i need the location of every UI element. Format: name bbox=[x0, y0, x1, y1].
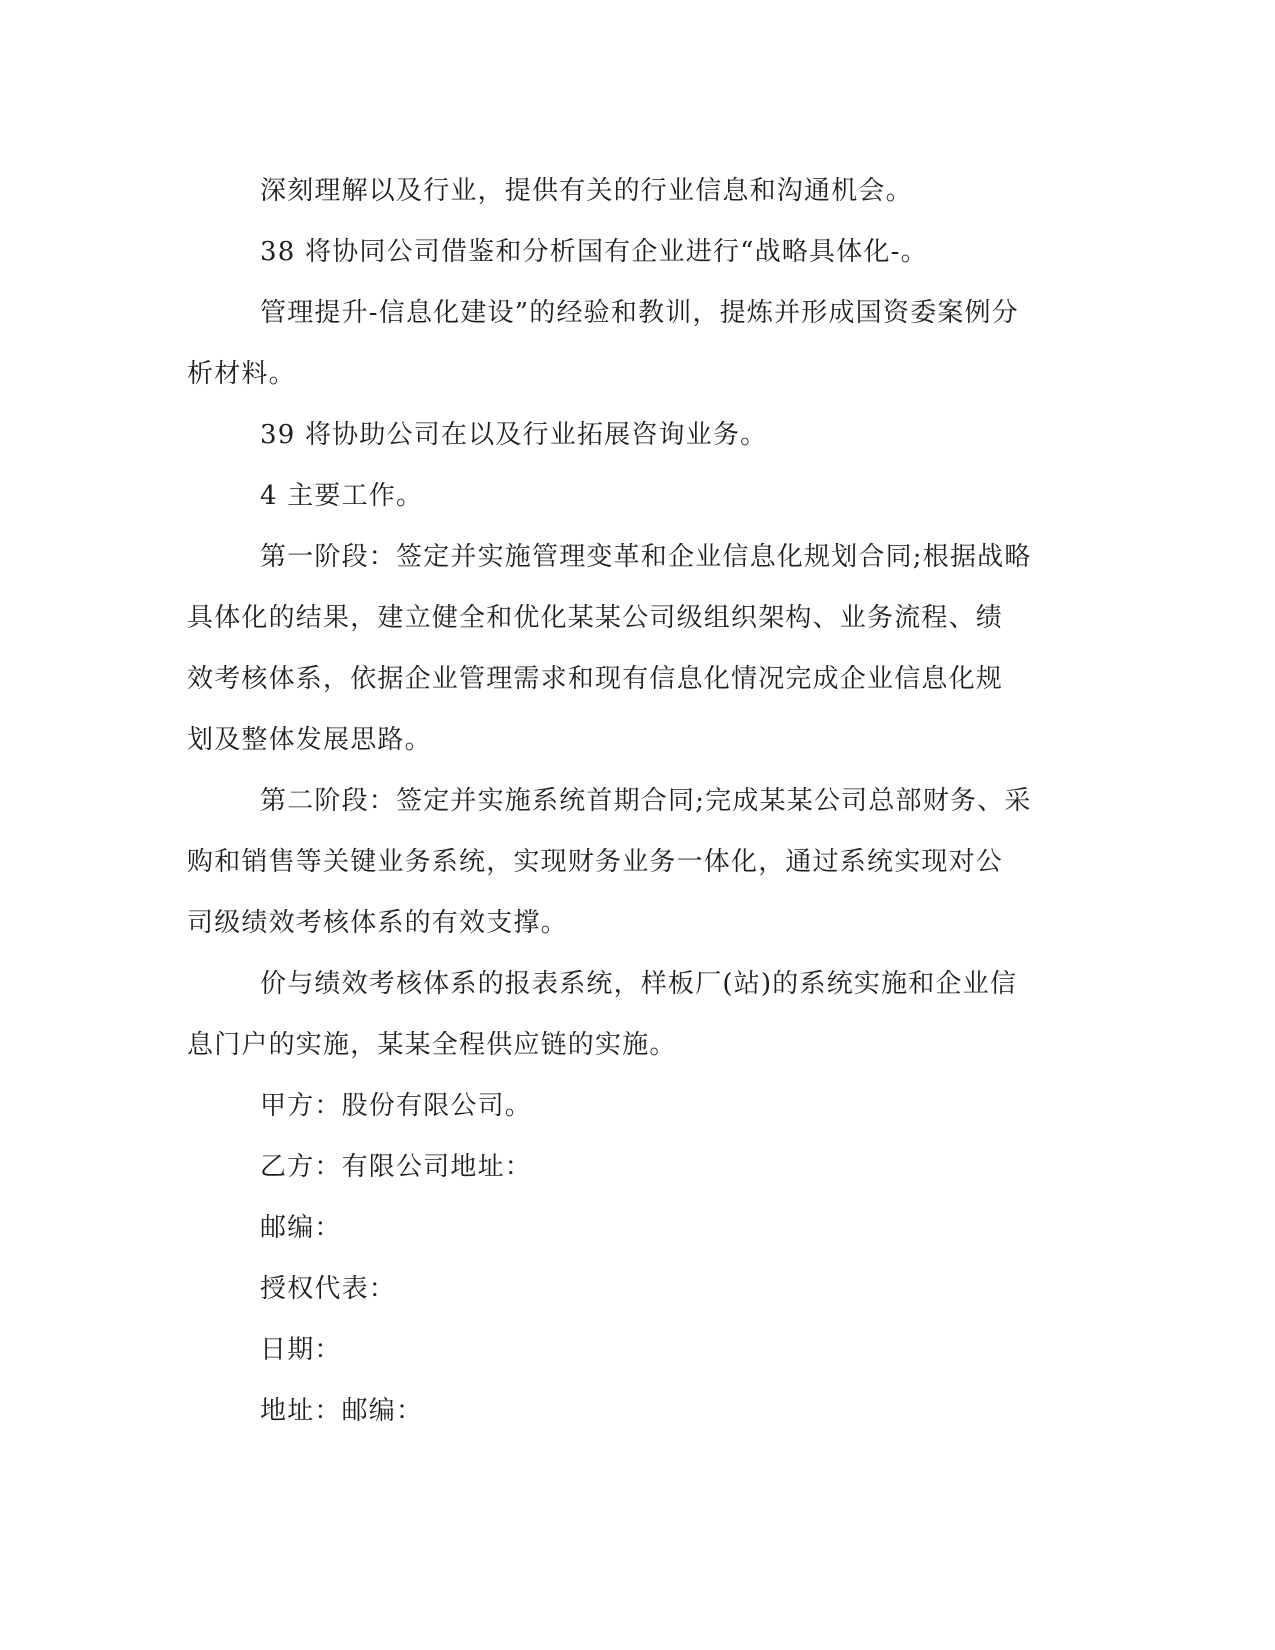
paragraph-line: 深刻理解以及行业，提供有关的行业信息和沟通机会。 bbox=[260, 176, 913, 206]
paragraph-line: 邮编： bbox=[260, 1213, 342, 1243]
paragraph-line: 乙方：有限公司地址： bbox=[260, 1152, 533, 1182]
paragraph-3 bbox=[187, 283, 1072, 405]
paragraph-line: 效考核体系，依据企业管理需求和现有信息化情况完成企业信息化规 bbox=[187, 664, 1004, 694]
document-body bbox=[187, 161, 1072, 1442]
paragraph-line: 购和销售等关键业务系统，实现财务业务一体化，通过系统实现对公 bbox=[187, 847, 1004, 877]
postcode-line bbox=[187, 1198, 1072, 1259]
paragraph-line: 第一阶段：签定并实施管理变革和企业信息化规划合同;根据战略 bbox=[260, 542, 1032, 572]
paragraph-line: 授权代表： bbox=[260, 1274, 397, 1304]
party-b-line bbox=[187, 1137, 1072, 1198]
authorized-representative-line bbox=[187, 1259, 1072, 1320]
party-a-line bbox=[187, 1076, 1072, 1137]
paragraph-line: 司级绩效考核体系的有效支撑。 bbox=[187, 908, 568, 938]
paragraph-6 bbox=[187, 527, 1072, 771]
paragraph-7 bbox=[187, 771, 1072, 954]
paragraph-1 bbox=[187, 161, 1072, 222]
paragraph-line: 日期： bbox=[260, 1335, 342, 1365]
paragraph-line: 第二阶段：签定并实施系统首期合同;完成某某公司总部财务、采 bbox=[260, 786, 1032, 816]
paragraph-line: 管理提升-信息化建设”的经验和教训，提炼并形成国资委案例分 bbox=[260, 298, 1019, 328]
paragraph-line: 38 将协同公司借鉴和分析国有企业进行“战略具体化-。 bbox=[260, 237, 928, 267]
paragraph-2 bbox=[187, 222, 1072, 283]
paragraph-line: 4 主要工作。 bbox=[260, 481, 424, 511]
address-postcode-line bbox=[187, 1381, 1072, 1442]
paragraph-line: 划及整体发展思路。 bbox=[187, 725, 432, 755]
paragraph-5 bbox=[187, 466, 1072, 527]
paragraph-8 bbox=[187, 954, 1072, 1076]
paragraph-4 bbox=[187, 405, 1072, 466]
paragraph-line: 息门户的实施，某某全程供应链的实施。 bbox=[187, 1030, 677, 1060]
date-line bbox=[187, 1320, 1072, 1381]
paragraph-line: 地址：邮编： bbox=[260, 1396, 424, 1426]
paragraph-line: 甲方：股份有限公司。 bbox=[260, 1091, 533, 1121]
paragraph-line: 价与绩效考核体系的报表系统，样板厂(站)的系统实施和企业信 bbox=[260, 969, 1018, 999]
paragraph-line: 具体化的结果，建立健全和优化某某公司级组织架构、业务流程、绩 bbox=[187, 603, 1004, 633]
paragraph-line: 析材料。 bbox=[187, 359, 296, 389]
paragraph-line: 39 将协助公司在以及行业拓展咨询业务。 bbox=[260, 420, 768, 450]
